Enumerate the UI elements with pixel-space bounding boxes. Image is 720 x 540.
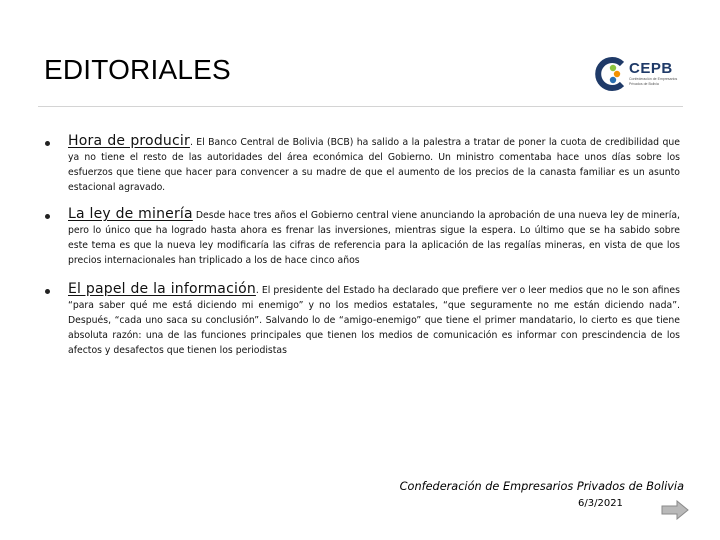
editorial-summary: El presidente del Estado ha declarado que prefiere ver o leer medios que no le son afines “para saber qué me está diciendo mi enemigo” y no los medios estatales, “que seguramente no me están diciendo nada”. Después, “cada uno saca su conclusión”. Salvando lo de “amigo-enemigo” que tiene el primer mandatario, lo cierto es que tiene absoluta razón: una de las funciones principales que tienen los medios de comunicación es informar con prescindencia de los afectos y desafectos que tienen los periodistas: [68, 285, 680, 356]
slide-title: EDITORIALES: [44, 54, 231, 85]
list-item: [40, 282, 680, 358]
logo-wordmark: CEPB: [629, 60, 673, 77]
next-slide-button[interactable]: [660, 500, 690, 520]
editorial-summary: Desde hace tres años el Gobierno central viene anunciando la aprobación de una nueva ley de minería, pero lo único que ha logrado hasta ahora es frenar las inversiones, mientras sigue la espera. Lo último que se ha sabido sobre este tema es que la nueva ley modificaría las cifras de referencia para la aplicación de las regalías mineras, en vista de que los precios internacionales han triplicado a los de hace cinco años: [68, 210, 680, 266]
logo-subtitle-line1: Confederación de Empresarios: [629, 77, 678, 81]
cepb-logo: [592, 56, 682, 92]
cepb-logo-mark-icon: [592, 56, 628, 92]
footer-organization: Confederación de Empresarios Privados de Bolivia: [399, 480, 684, 493]
editorial-list: [40, 134, 680, 368]
editorial-heading: El papel de la información: [68, 281, 256, 297]
heading-separator: .: [255, 285, 262, 296]
list-item: [40, 207, 680, 268]
footer-date: 6/3/2021: [578, 498, 623, 509]
arrow-right-icon: [660, 500, 690, 520]
editorial-heading: La ley de minería: [68, 206, 193, 222]
title-divider: [38, 106, 683, 107]
logo-subtitle-line2: Privados de Bolivia: [629, 82, 659, 86]
heading-separator: .: [189, 137, 197, 148]
editorial-summary: El Banco Central de Bolivia (BCB) ha salido a la palestra a tratar de poner la cuota de credibilidad que ya no tiene el resto de las autoridades del área económica del Gobierno. Un ministro comentaba hace unos días sobre los esfuerzos que tiene que hacer para convencer a su madre de que el aumento de los precios de la canasta familiar es un asunto estacional agravado.: [68, 137, 680, 193]
list-item: [40, 134, 680, 195]
editorial-heading: Hora de producir: [68, 133, 190, 149]
